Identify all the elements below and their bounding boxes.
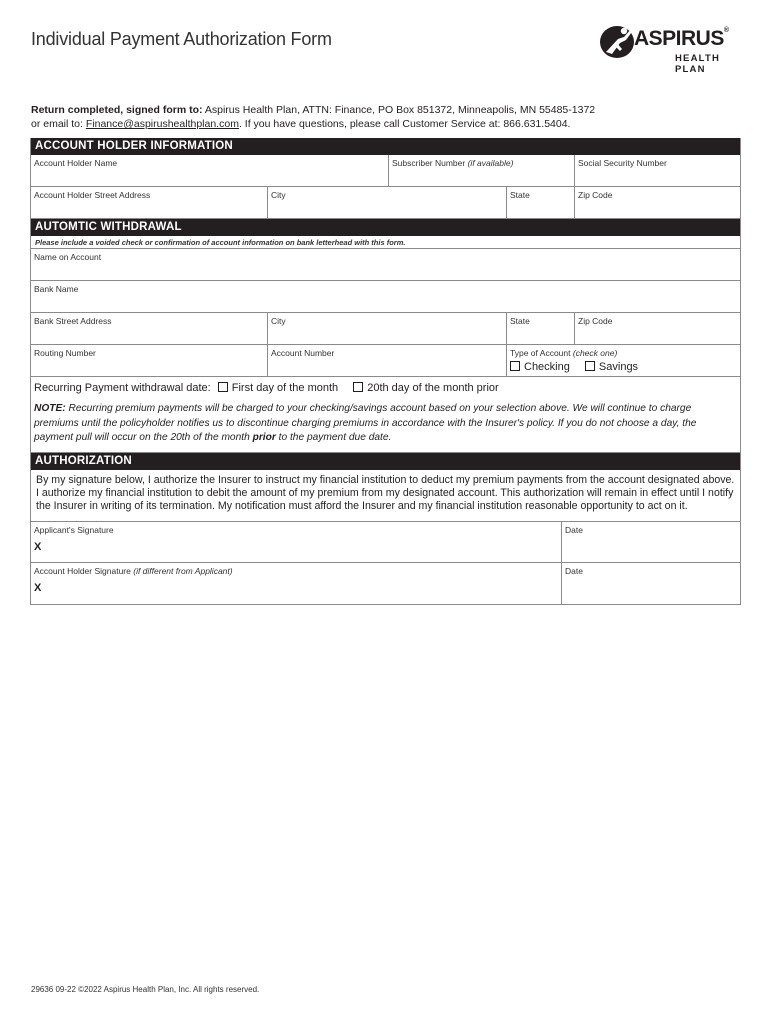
voided-check-note: Please include a voided check or confirmation of account information on bank letterhead with this form. (31, 236, 740, 249)
first-day-checkbox[interactable] (218, 382, 228, 392)
return-instructions (31, 103, 731, 131)
twentieth-day-checkbox[interactable] (353, 382, 363, 392)
field-label: Subscriber Number (392, 158, 468, 168)
account-holder-signature-field[interactable] (31, 563, 562, 604)
logo-subtitle: HEALTH PLAN (675, 53, 721, 75)
account-holder-zip-field[interactable] (575, 187, 740, 218)
account-holder-signature-row (31, 563, 740, 604)
account-holder-name-field[interactable] (31, 155, 389, 186)
return-lead: Return completed, signed form to: (31, 104, 203, 116)
field-label: Bank Name (34, 284, 79, 294)
signature-x: X (34, 540, 42, 553)
bank-city-field[interactable] (268, 313, 507, 344)
note-body-end: to the payment due date. (275, 432, 392, 443)
payment-form (30, 138, 741, 605)
note-body: Recurring premium payments will be charged to your checking/savings account based on your selection above. We will continue to charge premiums until the policyholder notifies us to discontinue charging premiums in accordance with the Insurer's policy. If you do not choose a day, the payment pull will occur on the 20th of the month (34, 403, 697, 443)
signature-x: X (34, 581, 42, 594)
field-label: Account Holder Signature (34, 565, 134, 576)
field-label: City (271, 316, 286, 326)
email-prefix: or email to: (31, 118, 86, 130)
twentieth-day-label: 20th day of the month prior (367, 382, 499, 394)
account-type-field (507, 345, 740, 376)
withdrawal-row-numbers (31, 345, 740, 377)
withdrawal-row-address (31, 313, 740, 345)
logo-wordmark: ASPIRUS® (634, 27, 729, 50)
account-type-options (510, 361, 737, 373)
field-label: State (510, 316, 530, 326)
return-address: Aspirus Health Plan, ATTN: Finance, PO Box 851372, Minneapolis, MN 55485-1372 (202, 104, 596, 116)
field-note: (check one) (572, 348, 618, 358)
field-label: Date (565, 524, 583, 535)
bank-zip-field[interactable] (575, 313, 740, 344)
applicant-signature-field[interactable] (31, 522, 562, 563)
field-label: Bank Street Address (34, 316, 112, 326)
checking-label: Checking (524, 361, 570, 373)
applicant-signature-row (31, 522, 740, 563)
name-on-account-field[interactable] (31, 249, 740, 280)
aspirus-figure-icon (598, 22, 638, 60)
field-note: (if different from Applicant) (133, 565, 233, 576)
section-header-authorization: AUTHORIZATION (31, 453, 740, 470)
note-lead: NOTE: (34, 403, 66, 414)
field-label: Applicant's Signature (34, 524, 114, 535)
account-holder-state-field[interactable] (507, 187, 575, 218)
footer-copyright: 29636 09-22 ©2022 Aspirus Health Plan, Inc. All rights reserved. (31, 985, 260, 994)
field-label: Account Number (271, 348, 335, 358)
account-holder-date-field[interactable] (562, 563, 740, 604)
bank-state-field[interactable] (507, 313, 575, 344)
field-note: (if available) (467, 158, 514, 168)
finance-email-link[interactable]: Finance@aspirushealthplan.com (85, 118, 239, 130)
bank-street-field[interactable] (31, 313, 268, 344)
field-label: Account Holder Street Address (34, 190, 151, 200)
account-holder-row-1 (31, 155, 740, 187)
field-label: Routing Number (34, 348, 96, 358)
account-holder-row-2 (31, 187, 740, 219)
field-label: Type of Account (510, 348, 573, 358)
account-holder-city-field[interactable] (268, 187, 507, 218)
withdrawal-row-name (31, 249, 740, 281)
field-label: Social Security Number (578, 158, 667, 168)
routing-number-field[interactable] (31, 345, 268, 376)
recurring-note (31, 398, 740, 453)
field-label: State (510, 190, 530, 200)
recurring-date-row (31, 377, 740, 398)
savings-label: Savings (598, 361, 639, 373)
savings-checkbox[interactable] (585, 361, 595, 371)
ssn-field[interactable] (575, 155, 740, 186)
withdrawal-row-bank (31, 281, 740, 313)
recurring-label: Recurring Payment withdrawal date: (34, 382, 211, 394)
field-label: City (271, 190, 286, 200)
authorization-text: By my signature below, I authorize the Insurer to instruct my financial institution to deduct my premium payments from the account designated above. I authorize my financial institution to debit the amount of my premium from my designated account. This authorization will remain in effect until I notify the Insurer in writing of its termination. My notification must afford the Insurer and my financial institution reasonable opportunity to act on it. (31, 470, 740, 522)
note-prior: prior (252, 432, 276, 443)
field-label: Zip Code (578, 316, 613, 326)
account-number-field[interactable] (268, 345, 507, 376)
field-label: Date (565, 565, 583, 576)
first-day-label: First day of the month (231, 382, 339, 394)
customer-service-text: . If you have questions, please call Customer Service at: 866.631.5404. (238, 118, 571, 130)
field-label: Account Holder Name (34, 158, 118, 168)
field-label: Zip Code (578, 190, 613, 200)
aspirus-logo (598, 22, 743, 75)
field-label: Name on Account (34, 252, 102, 262)
section-header-withdrawal: AUTOMTIC WITHDRAWAL (31, 219, 740, 236)
subscriber-number-field[interactable] (389, 155, 575, 186)
applicant-date-field[interactable] (562, 522, 740, 563)
checking-checkbox[interactable] (510, 361, 520, 371)
form-title: Individual Payment Authorization Form (31, 29, 332, 49)
bank-name-field[interactable] (31, 281, 740, 312)
section-header-account-holder: ACCOUNT HOLDER INFORMATION (31, 138, 740, 155)
account-holder-street-field[interactable] (31, 187, 268, 218)
